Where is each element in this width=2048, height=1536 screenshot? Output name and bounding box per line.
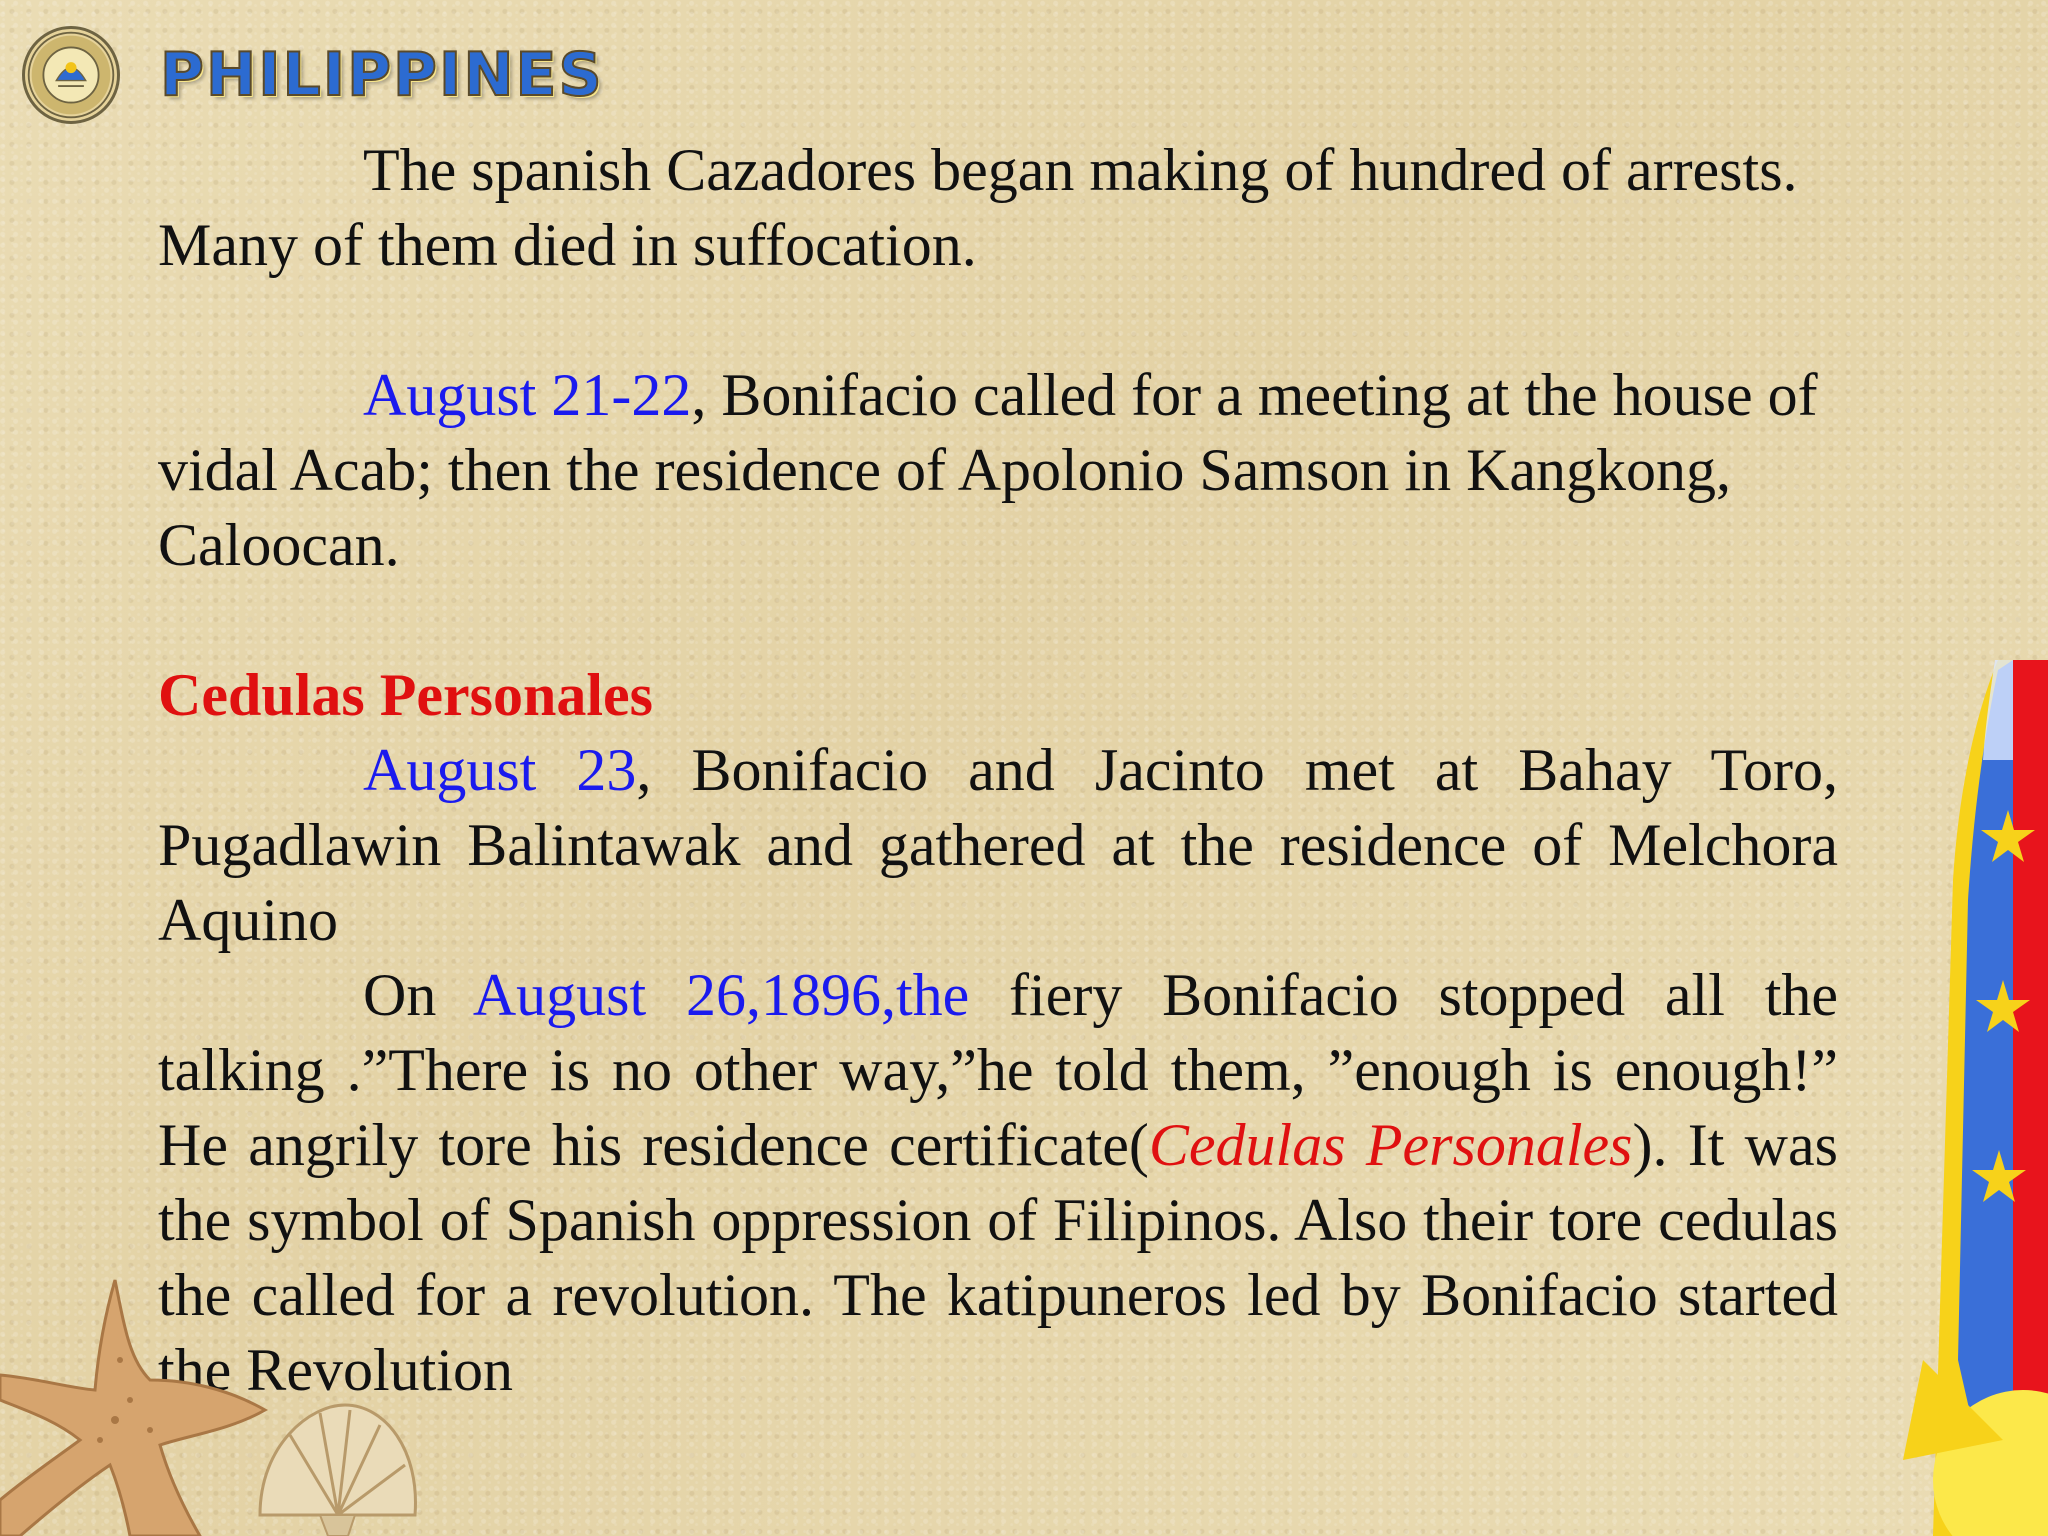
date-highlight: August 23 bbox=[363, 737, 637, 803]
paragraph-august-23 bbox=[158, 733, 1838, 958]
cedulas-term: Cedulas Personales bbox=[1148, 1112, 1633, 1178]
starfish-icon bbox=[0, 1270, 270, 1536]
date-highlight: August 26,1896,the bbox=[472, 962, 970, 1028]
paragraph-august-21-22 bbox=[158, 358, 1838, 583]
section-heading: Cedulas Personales bbox=[158, 662, 653, 728]
paragraph-cazadores bbox=[158, 133, 1838, 283]
paragraph-prefix: On bbox=[363, 962, 473, 1028]
paragraph-text: The spanish Cazadores began making of hundred of arrests. Many of them died in suffocation. bbox=[158, 137, 1798, 278]
philippines-wordmark: PHILIPPINES bbox=[160, 40, 604, 110]
paragraph-text: , Bonifacio called for a meeting at the house of vidal Acab; then the residence of Apolonio Samson in Kangkong, Caloocan. bbox=[158, 362, 1818, 578]
paragraph-august-26 bbox=[158, 958, 1838, 1408]
seashell-icon bbox=[250, 1395, 425, 1536]
department-seal-icon bbox=[22, 26, 120, 124]
paragraph-text: , Bonifacio and Jacinto met at Bahay Toro, Pugadlawin Balintawak and gathered at the residence of Melchora Aquino bbox=[158, 737, 1838, 953]
paragraph-text: ). It was the symbol of Spanish oppression of Filipinos. Also their tore cedulas the called for a revolution. The katipuneros led by Bonifacio started the Revolution bbox=[158, 1112, 1838, 1403]
paragraph-text: fiery Bonifacio stopped all the talking .”There is no other way,”he told them, ”enough is enough!” He angrily tore his residence certificate( bbox=[158, 962, 1838, 1178]
philippine-flag-ribbon bbox=[1903, 660, 2048, 1536]
date-highlight: August 21-22 bbox=[363, 362, 692, 428]
